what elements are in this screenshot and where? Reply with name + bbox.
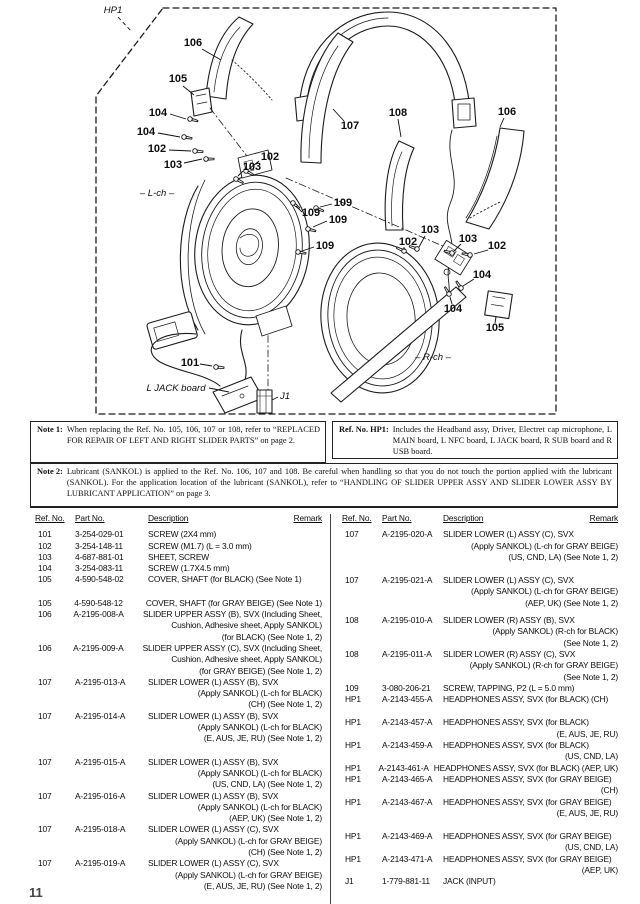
hp1-note-label: Ref. No. HP1: <box>339 425 389 434</box>
description-cell <box>148 824 322 858</box>
table-column-divider <box>330 514 331 904</box>
ref-no-cell: 105 <box>38 597 52 608</box>
ref-no-cell: 107 <box>38 824 52 835</box>
part-no-cell: A-2143-469-A <box>382 831 433 842</box>
description-cell <box>443 740 618 763</box>
ref-no-cell: HP1 <box>345 740 361 751</box>
description-cell <box>146 598 322 609</box>
part-no-cell: A-2195-019-A <box>75 858 126 869</box>
part-no-cell: A-2195-010-A <box>382 615 433 626</box>
diagram-label-106: 106 <box>183 37 203 49</box>
description-cell <box>148 677 322 711</box>
diagram-label-103: 103 <box>242 161 262 173</box>
description-line: SLIDER LOWER (L) ASSY (C), SVX <box>148 824 279 835</box>
description-cell <box>443 529 618 563</box>
ref-no-cell: 103 <box>38 551 52 562</box>
description-line: (US, CND, LA) (See Note 1, 2) <box>212 779 322 790</box>
part-row <box>30 824 322 858</box>
description-cell <box>148 711 322 745</box>
diagram-line-art <box>96 8 556 414</box>
note1-label: Note 1: <box>37 425 63 434</box>
description-line: (E, AUS, JE, RU) <box>556 728 618 739</box>
ref-no-cell: HP1 <box>345 694 361 705</box>
ref-no-cell: 107 <box>38 790 52 801</box>
diagram-label-rch: – R-ch – <box>415 352 451 363</box>
parts-table-left <box>29 513 322 900</box>
label-leader-line <box>419 236 425 247</box>
diagram-label-102: 102 <box>260 151 280 163</box>
description-line: (E, AUS, JE, RU) (See Note 1, 2) <box>203 733 322 744</box>
part-no-cell: 3-080-206-21 <box>382 682 431 693</box>
diagram-label-102: 102 <box>147 143 167 155</box>
part-row <box>337 763 618 774</box>
ref-no-cell: 107 <box>345 529 359 540</box>
ref-no-cell: 107 <box>345 575 359 586</box>
part-row <box>337 575 618 609</box>
part-row <box>30 529 322 540</box>
part-row <box>30 598 322 609</box>
description-line: HEADPHONES ASSY, SVX (for BLACK) <box>443 740 589 751</box>
header-part-no: Part No. <box>382 513 412 523</box>
diagram-label-104: 104 <box>443 303 463 315</box>
part-no-cell: 3-254-083-11 <box>75 563 123 574</box>
page-number: 11 <box>29 885 43 900</box>
description-cell <box>443 694 618 705</box>
part-no-cell: 3-254-148-11 <box>75 540 123 551</box>
description-line: SLIDER UPPER ASSY (B), SVX (Including Sheet, <box>143 609 322 620</box>
description-line: HEADPHONES ASSY, SVX (for BLACK) (AEP, UK) <box>433 762 618 773</box>
ref-no-cell: 104 <box>38 563 52 574</box>
diagram-label-105: 105 <box>485 322 505 334</box>
description-line: SCREW (M1.7) (L = 3.0 mm) <box>148 540 252 551</box>
description-line: (E, AUS, JE, RU) <box>556 807 618 818</box>
label-leader-line <box>183 86 194 95</box>
part-no-cell: A-2195-016-A <box>75 790 126 801</box>
description-line: SLIDER LOWER (R) ASSY (B), SVX <box>443 615 575 626</box>
part-row <box>337 649 618 683</box>
ref-no-cell: HP1 <box>345 762 361 773</box>
description-cell <box>443 649 618 683</box>
part-row <box>30 574 322 585</box>
part-no-cell: A-2195-009-A <box>73 642 124 653</box>
ref-no-cell: HP1 <box>345 853 361 864</box>
screw-icon <box>181 134 192 140</box>
header-ref-no: Ref. No. <box>35 513 65 523</box>
description-line: SCREW, TAPPING, P2 (L = 5.0 mm) <box>443 682 575 693</box>
screw-icon <box>214 365 225 370</box>
description-line: HEADPHONES ASSY, SVX (for GRAY BEIGE) <box>443 796 612 807</box>
header-part-no: Part No. <box>75 513 105 523</box>
hp1-note-text: Includes the Headband assy, Driver, Electret cap microphone, L MAIN board, L NFC board, L JACK board, R SUB board and R USB board. <box>392 425 612 456</box>
description-cell <box>443 854 618 877</box>
description-line: (US, CND, LA) <box>565 842 618 853</box>
description-line: HEADPHONES ASSY, SVX (for BLACK) <box>443 717 589 728</box>
ref-no-cell: 106 <box>38 642 52 653</box>
ref-no-cell: HP1 <box>345 773 361 784</box>
header-description: Description <box>443 513 484 523</box>
part-row <box>30 552 322 563</box>
header-remark: Remark <box>293 513 322 523</box>
part-row <box>337 717 618 740</box>
parts-table-right <box>337 513 618 888</box>
ref-no-cell: HP1 <box>345 717 361 728</box>
screw-icon <box>193 149 204 154</box>
ref-no-cell: 107 <box>38 710 52 721</box>
description-line: HEADPHONES ASSY, SVX (for GRAY BEIGE) <box>443 853 612 864</box>
note2-label: Note 2: <box>37 467 63 476</box>
ref-no-cell: 107 <box>38 858 52 869</box>
part-row <box>337 683 618 694</box>
description-cell <box>148 541 322 552</box>
description-line: SLIDER LOWER (L) ASSY (B), SVX <box>148 790 279 801</box>
part-row <box>30 541 322 552</box>
description-line: (Apply SANKOL) (R-ch for GRAY BEIGE) <box>469 660 618 671</box>
table-spacer <box>30 586 322 598</box>
part-no-cell: A-2143-457-A <box>382 717 433 728</box>
description-line: (US, CND, LA) <box>565 751 618 762</box>
description-line: (Apply SANKOL) (L-ch for BLACK) <box>197 688 322 699</box>
ref-no-cell: 107 <box>38 756 52 767</box>
description-line: (Apply SANKOL) (L-ch for BLACK) <box>197 722 322 733</box>
table-spacer <box>337 705 618 717</box>
label-leader-line <box>118 17 132 32</box>
part-row <box>30 711 322 745</box>
part-no-cell: A-2195-015-A <box>75 756 126 767</box>
part-row <box>30 677 322 711</box>
description-cell <box>443 683 618 694</box>
part-no-cell: A-2195-013-A <box>75 676 126 687</box>
description-cell <box>443 575 618 609</box>
description-line: (Apply SANKOL) (L-ch for GRAY BEIGE) <box>471 586 618 597</box>
part-no-cell: A-2143-471-A <box>382 853 433 864</box>
part-row <box>30 563 322 574</box>
label-leader-line <box>170 114 186 119</box>
description-line: (for BLACK) (See Note 1, 2) <box>221 631 322 642</box>
description-line: (See Note 1, 2) <box>563 637 618 648</box>
description-line: COVER, SHAFT (for BLACK) (See Note 1) <box>148 574 302 585</box>
part-row <box>30 791 322 825</box>
description-line: (CH) (See Note 1, 2) <box>248 847 322 858</box>
description-line: SLIDER LOWER (L) ASSY (B), SVX <box>148 710 279 721</box>
ref-no-cell: 109 <box>345 682 359 693</box>
description-cell <box>148 529 322 540</box>
header-description: Description <box>148 513 189 523</box>
ref-no-cell: 107 <box>38 676 52 687</box>
part-no-cell: A-2195-014-A <box>75 710 126 721</box>
label-leader-line <box>200 364 212 366</box>
part-no-cell: A-2143-465-A <box>382 773 433 784</box>
diagram-label-104: 104 <box>136 126 156 138</box>
table-spacer <box>337 563 618 575</box>
description-line: SHEET, SCREW <box>148 551 210 562</box>
description-line: (Apply SANKOL) (R-ch for BLACK) <box>492 626 618 637</box>
diagram-label-108: 108 <box>388 107 408 119</box>
ref-no-cell: 108 <box>345 615 359 626</box>
part-row <box>30 643 322 677</box>
label-leader-line <box>184 159 202 163</box>
diagram-label-lch: – L-ch – <box>139 188 175 199</box>
description-line: (E, AUS, JE, RU) (See Note 1, 2) <box>203 880 322 891</box>
label-leader-line <box>158 133 180 137</box>
diagram-label-109: 109 <box>333 197 353 209</box>
ref-no-cell: J1 <box>345 876 354 887</box>
diagram-label-hp1: HP1 <box>103 5 123 16</box>
table-spacer <box>30 745 322 757</box>
description-cell <box>148 552 322 563</box>
description-line: SLIDER LOWER (L) ASSY (B), SVX <box>148 676 279 687</box>
header-remark: Remark <box>589 513 618 523</box>
part-row <box>30 609 322 643</box>
table-body <box>337 529 618 887</box>
note2-text: Lubricant (SANKOL) is applied to the Ref. No. 106, 107 and 108. Be careful when handling so that you do not touch the portion applied with the lubricant (SANKOL). For the application location of the lubricant (SANKOL), refer to “HANDLING OF SLIDER UPPER ASSY AND SLIDER LOWER ASSY BY LUBRICANT APPLICATION” on page 3. <box>66 467 612 498</box>
description-cell <box>148 757 322 791</box>
description-cell <box>148 563 322 574</box>
part-row <box>337 774 618 797</box>
ref-no-cell: 105 <box>38 574 52 585</box>
description-line: (Apply SANKOL) (L-ch for GRAY BEIGE) <box>175 869 322 880</box>
header-ref-no: Ref. No. <box>342 513 372 523</box>
description-line: HEADPHONES ASSY, SVX (for GRAY BEIGE) <box>443 831 612 842</box>
part-row <box>337 740 618 763</box>
ref-no-cell: 108 <box>345 648 359 659</box>
diagram-label-105: 105 <box>168 73 188 85</box>
part-no-cell: A-2143-459-A <box>382 740 433 751</box>
description-cell <box>443 717 618 740</box>
description-line: (Apply SANKOL) (L-ch for BLACK) <box>197 801 322 812</box>
part-row <box>30 757 322 791</box>
part-row <box>337 797 618 820</box>
diagram-label-102: 102 <box>487 240 507 252</box>
diagram-label-103: 103 <box>163 159 183 171</box>
part-no-cell: A-2143-455-A <box>382 694 433 705</box>
note1-box <box>30 421 326 463</box>
description-line: Cushion, Adhesive sheet, Apply SANKOL) <box>171 654 322 665</box>
label-leader-line <box>313 221 327 227</box>
part-row <box>337 694 618 705</box>
diagram-label-109: 109 <box>315 240 335 252</box>
description-line: (AEP, UK) <box>581 865 618 876</box>
description-line: SLIDER LOWER (L) ASSY (C), SVX <box>443 529 574 540</box>
description-line: SLIDER LOWER (L) ASSY (C), SVX <box>443 575 574 586</box>
description-line: (US, CND, LA) (See Note 1, 2) <box>508 551 618 562</box>
label-leader-line <box>169 150 191 151</box>
part-row <box>337 876 618 887</box>
label-leader-line <box>398 119 401 137</box>
part-no-cell: A-2143-467-A <box>382 796 433 807</box>
description-line: SLIDER LOWER (L) ASSY (B), SVX <box>148 756 279 767</box>
table-spacer <box>337 819 618 831</box>
description-cell <box>143 643 322 677</box>
description-cell <box>143 609 322 643</box>
label-leader-line <box>272 397 278 400</box>
part-no-cell: A-2195-020-A <box>382 529 433 540</box>
description-line: SLIDER LOWER (R) ASSY (C), SVX <box>443 648 576 659</box>
description-line: (CH) <box>600 785 618 796</box>
description-line: JACK (INPUT) <box>443 876 496 887</box>
label-leader-line <box>320 204 332 207</box>
description-line: (Apply SANKOL) (L-ch for GRAY BEIGE) <box>175 835 322 846</box>
description-cell <box>148 574 322 585</box>
diagram-label-ljackboard: L JACK board <box>146 383 206 394</box>
description-line: COVER, SHAFT (for GRAY BEIGE) (See Note 1) <box>145 597 322 608</box>
ref-no-cell: HP1 <box>345 796 361 807</box>
description-line: SLIDER LOWER (L) ASSY (C), SVX <box>148 858 279 869</box>
part-no-cell: 4-687-881-01 <box>75 551 124 562</box>
table-header <box>30 513 322 524</box>
description-cell <box>443 831 618 854</box>
description-cell <box>443 774 618 797</box>
diagram-label-109: 109 <box>301 207 321 219</box>
ref-no-cell: 101 <box>38 529 52 540</box>
description-line: Cushion, Adhesive sheet, Apply SANKOL) <box>171 620 322 631</box>
diagram-label-109: 109 <box>328 214 348 226</box>
diagram-label-107: 107 <box>340 120 360 132</box>
note2-box <box>30 463 618 508</box>
part-row <box>337 529 618 563</box>
exploded-parts-diagram <box>0 0 640 420</box>
description-line: HEADPHONES ASSY, SVX (for BLACK) (CH) <box>443 694 609 705</box>
note1-text: When replacing the Ref. No. 105, 106, 107 or 108, refer to “REPLACED FOR REPAIR OF LEFT AND RIGHT SLIDER PARTS” on page 2. <box>66 425 320 445</box>
part-no-cell: A-2143-461-A <box>378 762 429 773</box>
description-line: HEADPHONES ASSY, SVX (for GRAY BEIGE) <box>443 773 612 784</box>
diagram-label-104: 104 <box>472 269 492 281</box>
diagram-label-104: 104 <box>148 107 168 119</box>
table-header <box>337 513 618 524</box>
part-row <box>337 854 618 877</box>
description-line: SCREW (2X4 mm) <box>148 529 217 540</box>
description-line: (AEP, UK) (See Note 1, 2) <box>229 813 322 824</box>
screw-icon <box>204 157 214 162</box>
screw-icon <box>187 116 198 123</box>
part-row <box>337 831 618 854</box>
description-cell <box>148 858 322 892</box>
diagram-label-103: 103 <box>420 224 440 236</box>
description-cell <box>443 876 618 887</box>
part-no-cell: A-2195-018-A <box>75 824 126 835</box>
description-line: (CH) (See Note 1, 2) <box>248 699 322 710</box>
part-row <box>337 615 618 649</box>
ref-no-cell: 102 <box>38 540 52 551</box>
label-leader-line <box>474 250 488 254</box>
diagram-label-102: 102 <box>398 236 418 248</box>
part-no-cell: A-2195-011-A <box>382 648 432 659</box>
hp1-note-box <box>332 421 618 459</box>
part-no-cell: 3-254-029-01 <box>75 529 124 540</box>
description-cell <box>443 615 618 649</box>
ref-no-cell: HP1 <box>345 831 361 842</box>
description-line: (See Note 1, 2) <box>563 671 618 682</box>
part-no-cell: 4-590-548-12 <box>74 597 123 608</box>
diagram-label-j1: J1 <box>279 391 291 402</box>
description-line: (Apply SANKOL) (L-ch for GRAY BEIGE) <box>471 540 618 551</box>
description-line: SLIDER UPPER ASSY (C), SVX (Including Sheet, <box>142 642 322 653</box>
description-cell <box>148 791 322 825</box>
part-no-cell: A-2195-021-A <box>382 575 433 586</box>
description-cell <box>443 797 618 820</box>
part-no-cell: 4-590-548-02 <box>75 574 124 585</box>
description-cell <box>434 763 618 774</box>
table-body <box>29 529 322 900</box>
description-line: (AEP, UK) (See Note 1, 2) <box>525 597 618 608</box>
ref-no-cell: 106 <box>38 609 52 620</box>
description-line: (for GRAY BEIGE) (See Note 1, 2) <box>199 665 322 676</box>
label-leader-line <box>500 118 504 127</box>
diagram-label-103: 103 <box>458 233 478 245</box>
description-line: SCREW (1.7X4.5 mm) <box>148 563 230 574</box>
diagram-label-101: 101 <box>180 357 200 369</box>
description-line: (Apply SANKOL) (L-ch for BLACK) <box>197 767 322 778</box>
diagram-label-106: 106 <box>497 106 517 118</box>
part-no-cell: A-2195-008-A <box>73 609 124 620</box>
part-no-cell: 1-779-881-11 <box>382 876 430 887</box>
